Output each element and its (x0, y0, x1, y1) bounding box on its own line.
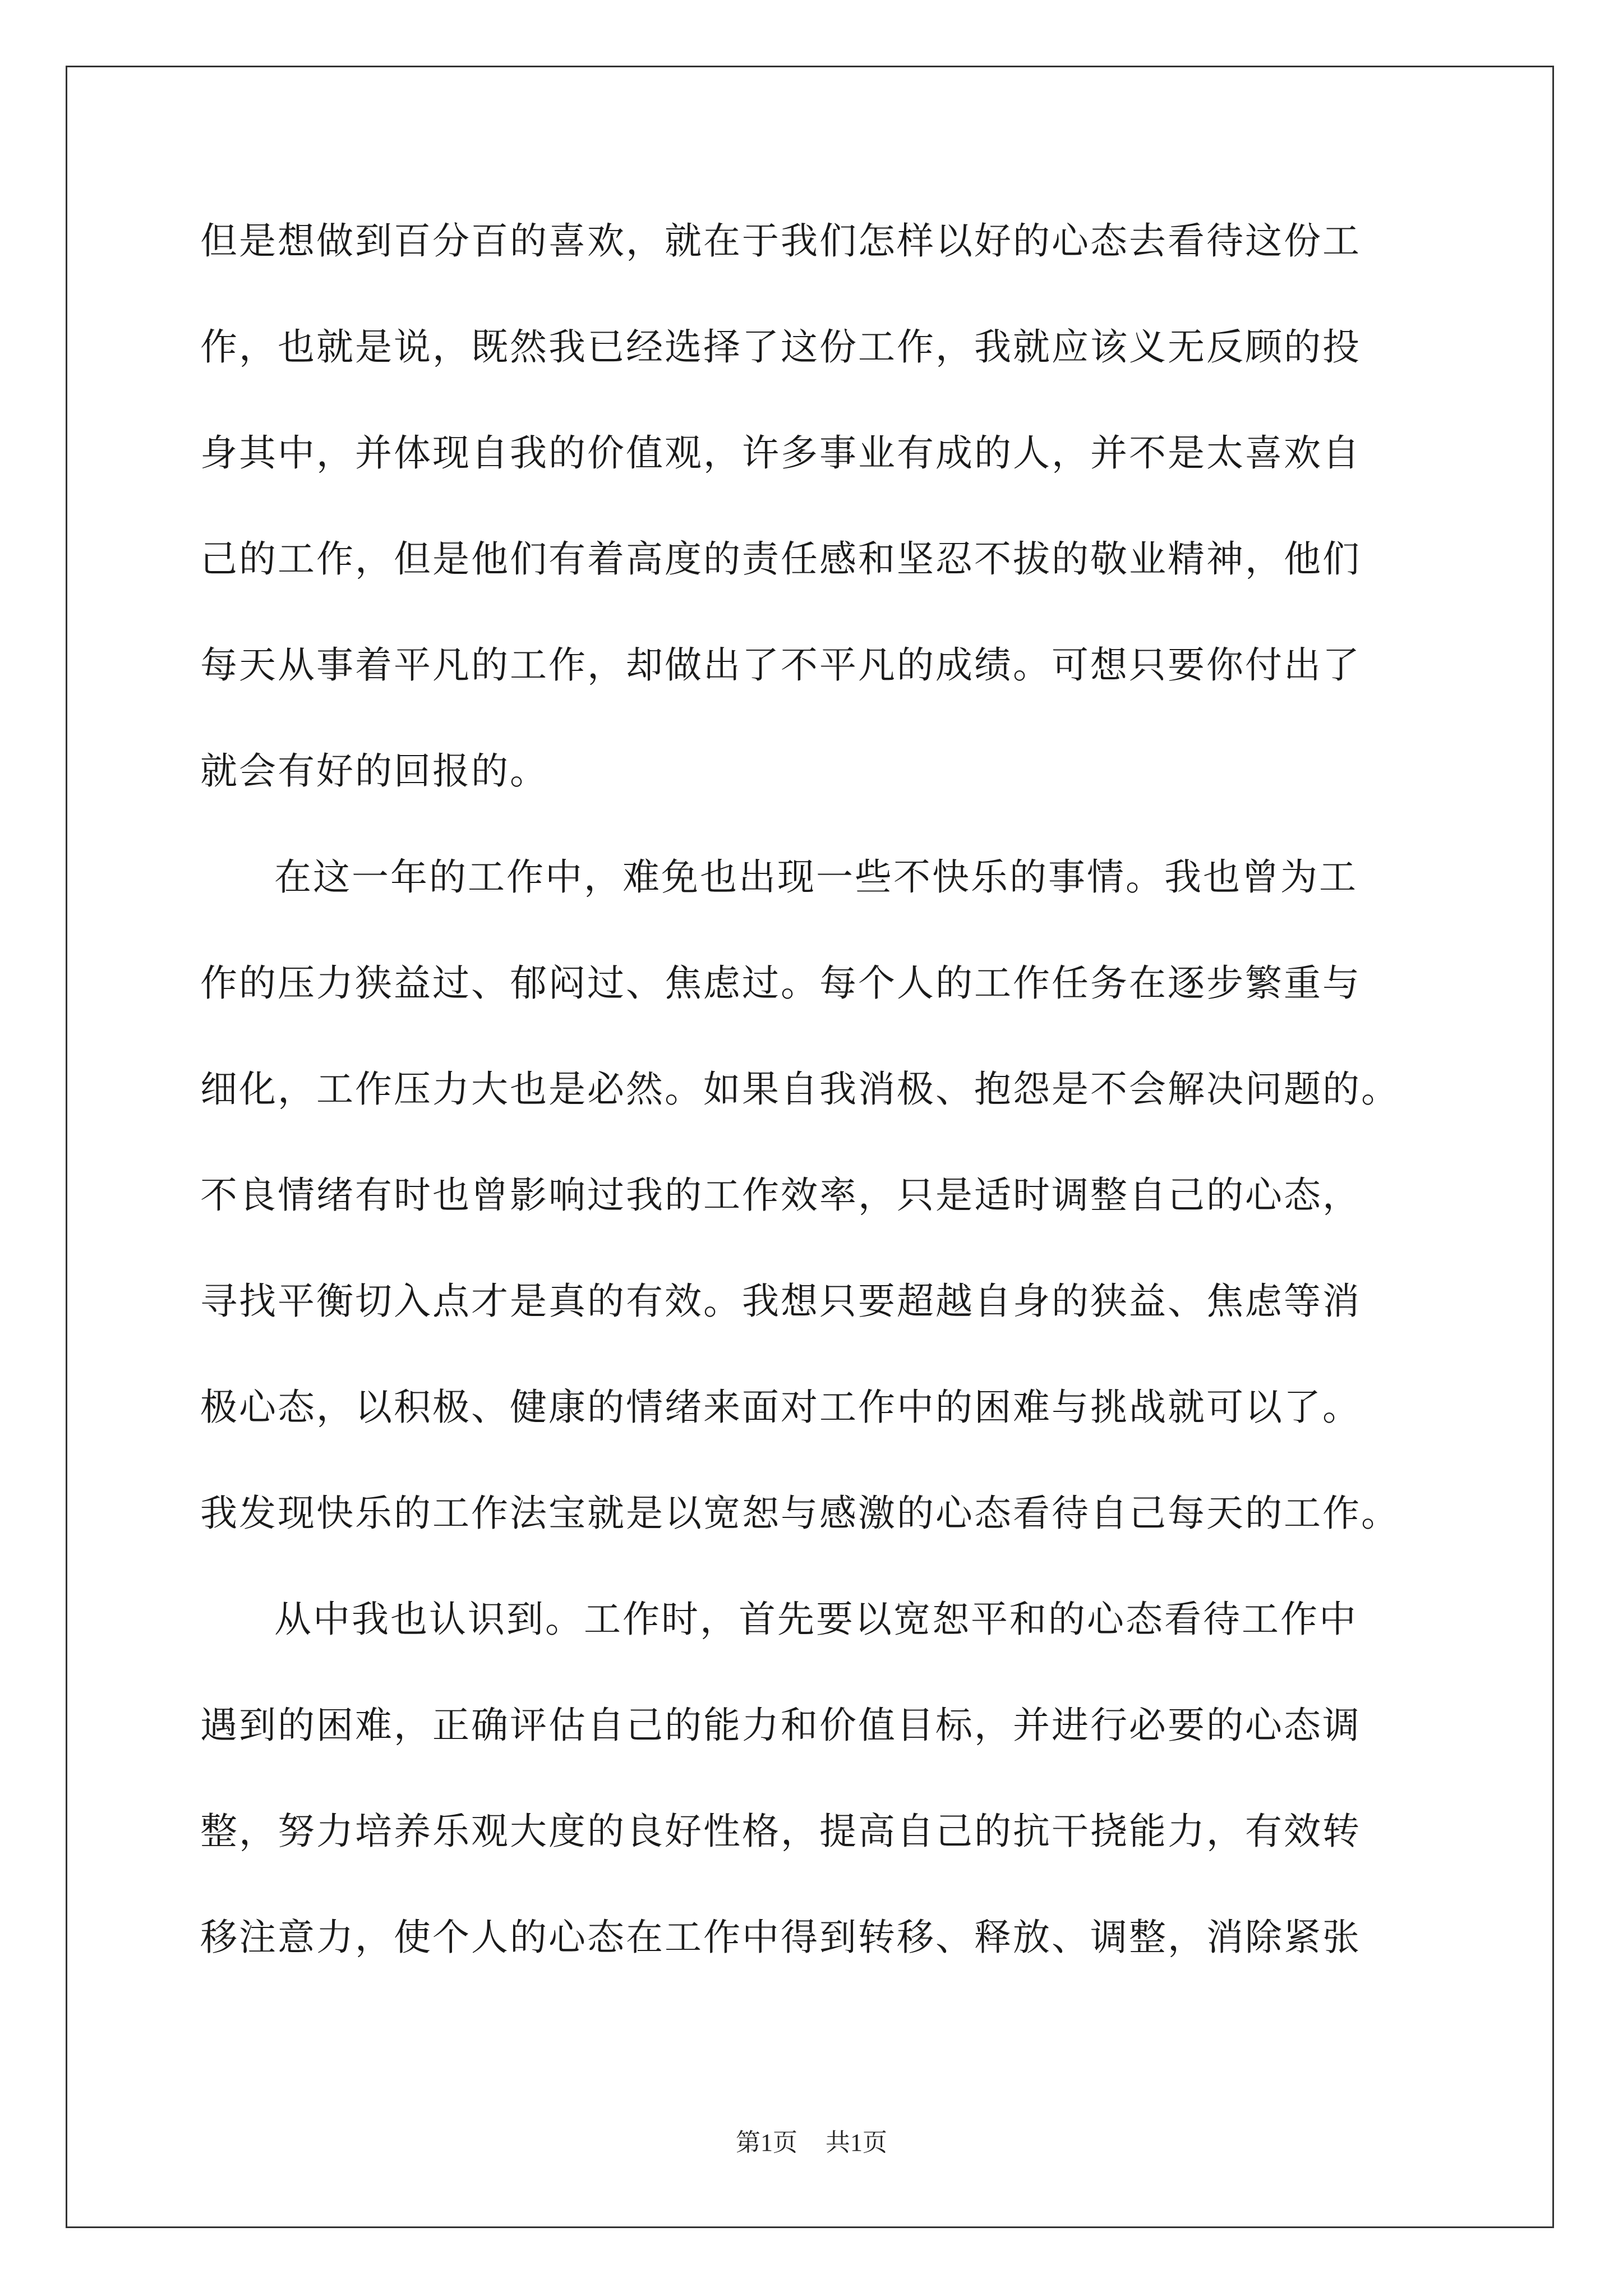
page-footer (0, 2126, 1623, 2160)
text-line: 移注意力，使个人的心态在工作中得到转移、释放、调整，消除紧张 (200, 1916, 1361, 1959)
text-line: 不良情绪有时也曾影响过我的工作效率，只是适时调整自己的心态， (200, 1174, 1361, 1217)
text-line: 作的压力狭益过、郁闷过、焦虑过。每个人的工作任务在逐步繁重与 (200, 961, 1361, 1005)
document-body (200, 208, 1440, 2010)
text-line: 但是想做到百分百的喜欢，就在于我们怎样以好的心态去看待这份工 (200, 219, 1361, 263)
text-line: 从中我也认识到。工作时，首先要以宽恕平和的心态看待工作中 (274, 1598, 1358, 1641)
text-line: 我发现快乐的工作法宝就是以宽恕与感激的心态看待自己每天的工作。 (200, 1492, 1400, 1535)
text-line: 极心态，以积极、健康的情绪来面对工作中的困难与挑战就可以了。 (200, 1386, 1361, 1429)
text-line: 在这一年的工作中，难免也出现一些不快乐的事情。我也曾为工 (274, 855, 1358, 899)
page-total: 共1页 (826, 2129, 887, 2156)
text-line: 就会有好的回报的。 (200, 749, 548, 793)
text-line: 每天从事着平凡的工作，却做出了不平凡的成绩。可想只要你付出了 (200, 643, 1361, 687)
text-line: 整，努力培养乐观大度的良好性格，提高自己的抗干挠能力，有效转 (200, 1810, 1361, 1853)
text-line: 细化，工作压力大也是必然。如果自我消极、抱怨是不会解决问题的。 (200, 1068, 1400, 1111)
page-number: 第1页 (736, 2129, 797, 2156)
text-line: 身其中，并体现自我的价值观，许多事业有成的人，并不是太喜欢自 (200, 431, 1361, 475)
text-line: 作，也就是说，既然我已经选择了这份工作，我就应该义无反顾的投 (200, 325, 1361, 369)
text-line: 己的工作，但是他们有着高度的责任感和坚忍不拔的敬业精神，他们 (200, 537, 1361, 581)
text-line: 遇到的困难，正确评估自己的能力和价值目标，并进行必要的心态调 (200, 1704, 1361, 1747)
text-line: 寻找平衡切入点才是真的有效。我想只要超越自身的狭益、焦虑等消 (200, 1280, 1361, 1323)
